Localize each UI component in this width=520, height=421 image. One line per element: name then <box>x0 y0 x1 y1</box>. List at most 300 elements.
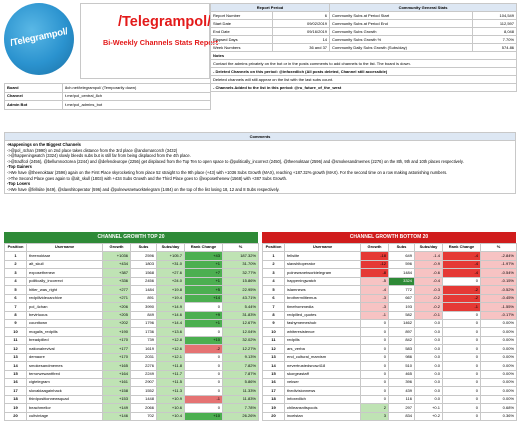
table-row[interactable] <box>5 311 259 319</box>
rank-change-cell: 0 <box>185 379 223 387</box>
growth-cell: -4 <box>361 286 389 294</box>
percent-cell: 0.68% <box>481 404 517 412</box>
column-header[interactable]: Username <box>27 244 103 252</box>
percent-cell: 0.00% <box>481 328 517 336</box>
table-row[interactable] <box>263 277 517 285</box>
position-cell: 8 <box>5 311 27 319</box>
growth-cell: +277 <box>103 286 131 294</box>
subs-cell: 193 <box>389 303 415 311</box>
subs-cell: 297 <box>389 404 415 412</box>
table-row[interactable] <box>263 412 517 420</box>
position-cell: 4 <box>5 277 27 285</box>
period-row <box>211 20 517 28</box>
table-row[interactable] <box>5 412 259 420</box>
meta-row <box>5 84 211 93</box>
subs-cell: 897 <box>389 328 415 336</box>
table-row[interactable] <box>5 269 259 277</box>
column-header[interactable]: Subs <box>389 244 415 252</box>
growth-cell: 0 <box>361 395 389 403</box>
period-label: Start Date <box>211 20 273 28</box>
username-cell: breadpilled <box>27 336 103 344</box>
percent-cell: 0.00% <box>481 387 517 395</box>
subs-cell: 842 <box>389 336 415 344</box>
username-cell: nevertrustedsnow418 <box>285 362 361 370</box>
percent-cell: -0.15% <box>481 277 517 285</box>
username-cell: pol_4chan <box>27 303 103 311</box>
subs-cell: 1448 <box>131 395 157 403</box>
position-cell: 9 <box>263 319 285 327</box>
position-cell: 1 <box>5 252 27 260</box>
percent-cell: 0.36% <box>481 412 517 420</box>
table-row[interactable] <box>5 395 259 403</box>
rank-change-cell: +14 <box>185 294 223 302</box>
notes-line: - Deleted Channels on this period: @infoxedlich (All posts deleted, Channel still accessible) <box>211 68 517 76</box>
position-cell: 6 <box>5 294 27 302</box>
growth-cell: +164 <box>103 370 131 378</box>
top20-title: CHANNEL GROWTH TOP 20 <box>4 232 258 243</box>
position-cell: 10 <box>263 328 285 336</box>
subs-cell: 2276 <box>131 362 157 370</box>
position-cell: 19 <box>5 404 27 412</box>
subs-cell: 2907 <box>131 379 157 387</box>
subs-per-day-cell: -0.3 <box>415 286 443 294</box>
username-cell: theenoktaar <box>27 252 103 260</box>
percent-cell: 9.13% <box>223 353 259 361</box>
subs-per-day-cell: -1.4 <box>415 252 443 260</box>
growth-cell: +336 <box>103 277 131 285</box>
table-row[interactable] <box>5 303 259 311</box>
subs-per-day-cell: -0.9 <box>415 260 443 268</box>
subs-per-day-cell: -0.4 <box>415 277 443 285</box>
rank-change-cell: 0 <box>185 404 223 412</box>
subs-cell: 834 <box>389 412 415 420</box>
position-cell: 1 <box>263 252 285 260</box>
table-row[interactable] <box>263 286 517 294</box>
comment-line: -Top Gainers <box>7 164 32 170</box>
rank-change-cell: -4 <box>443 260 481 268</box>
column-header[interactable]: Subs <box>131 244 157 252</box>
column-header[interactable]: Position <box>5 244 27 252</box>
column-header[interactable]: Growth <box>103 244 131 252</box>
percent-cell: 31.83% <box>223 311 259 319</box>
username-cell: polnewsnetworktelegram <box>285 269 361 277</box>
username-cell: happeningwatch <box>285 277 361 285</box>
comments-panel <box>4 132 516 194</box>
position-cell: 3 <box>263 269 285 277</box>
comments-body <box>5 141 515 193</box>
username-cell: fellsiite <box>285 252 361 260</box>
percent-cell: 12.67% <box>223 319 259 327</box>
subs-cell: 596 <box>389 260 415 268</box>
username-cell: incelstan <box>285 412 361 420</box>
username-cell: thedivisionnews <box>285 387 361 395</box>
top20-panel <box>4 232 258 421</box>
column-header[interactable]: Username <box>285 244 361 252</box>
table-row[interactable] <box>5 252 259 260</box>
position-cell: 11 <box>263 336 285 344</box>
column-header[interactable]: Rank Change <box>443 244 481 252</box>
rank-change-cell: +10 <box>185 412 223 420</box>
username-cell: redpilled_quotes <box>285 311 361 319</box>
table-row[interactable] <box>263 404 517 412</box>
period-value: 09/02/2019 <box>273 20 330 28</box>
meta-label: Admin Bot <box>5 101 63 110</box>
username-cell: skorgeastaff <box>285 370 361 378</box>
stat-label: Community Subs Growth <box>330 28 473 36</box>
subs-cell: 116 <box>389 395 415 403</box>
subs-per-day-cell: 0.0 <box>415 362 443 370</box>
percent-cell: 5.44% <box>223 303 259 311</box>
growth-cell: 0 <box>361 353 389 361</box>
username-cell: terrorwewantfired <box>27 370 103 378</box>
rank-change-cell: 0 <box>443 328 481 336</box>
comment-line: ->The Second Place goes again to @alt_skull (1803) with +434 Subs Growth and the Third Place goes to @exposethenew (1568) with +387 Subs Growth. <box>7 175 288 181</box>
board-link[interactable]: 8ch.net/telegrampol/ (Temporarily down) <box>63 84 211 93</box>
username-cell: slavshitoperator <box>285 260 361 268</box>
growth-cell: 0 <box>361 362 389 370</box>
percent-cell: 32.02% <box>223 336 259 344</box>
rank-change-cell: 0 <box>443 277 481 285</box>
period-label: Elapsed Days <box>211 36 273 44</box>
table-row[interactable] <box>5 362 259 370</box>
subs-per-day-cell: +12.8 <box>157 336 185 344</box>
table-row[interactable] <box>263 353 517 361</box>
position-cell: 16 <box>5 379 27 387</box>
table-row[interactable] <box>5 404 259 412</box>
table-row[interactable] <box>263 336 517 344</box>
admin-bot-link[interactable]: t.me/pol_admins_bot <box>63 101 211 110</box>
username-cell: fashymemeshub <box>285 319 361 327</box>
growth-cell: -1 <box>361 311 389 319</box>
table-row[interactable] <box>263 319 517 327</box>
subs-per-day-cell: +11.7 <box>157 370 185 378</box>
report-subtitle: Bi-Weekly Channels Stats Report <box>103 38 219 47</box>
subs-per-day-cell: 0.0 <box>415 345 443 353</box>
position-cell: 13 <box>263 353 285 361</box>
growth-cell: +202 <box>103 319 131 327</box>
rank-change-cell: 0 <box>443 336 481 344</box>
rank-change-cell: +10 <box>185 336 223 344</box>
growth-cell: -8 <box>361 269 389 277</box>
growth-cell: +206 <box>103 303 131 311</box>
meta-label: Channel <box>5 92 63 101</box>
rank-change-cell: -2 <box>185 345 223 353</box>
subs-cell: 1462 <box>389 319 415 327</box>
comment-line: -Happenings on the Biggest Channels <box>7 142 81 147</box>
table-row[interactable] <box>263 395 517 403</box>
table-row[interactable] <box>5 379 259 387</box>
rank-change-cell: +9 <box>185 311 223 319</box>
meta-row <box>5 92 211 101</box>
table-row[interactable] <box>5 345 259 353</box>
percent-cell: 15.86% <box>223 277 259 285</box>
growth-cell: 0 <box>361 379 389 387</box>
comment-line: ->@pol_4chan (3990) on 2nd place takes distance from the 3rd place @andomarcorch (3432) <box>7 147 178 153</box>
growth-cell: +158 <box>103 387 131 395</box>
subs-cell: 849 <box>131 311 157 319</box>
stat-value: 8,048 <box>473 28 517 36</box>
position-cell: 19 <box>263 404 285 412</box>
column-header[interactable]: Position <box>263 244 285 252</box>
subs-per-day-cell: +24.0 <box>157 277 185 285</box>
subs-cell: 1552 <box>131 387 157 395</box>
report-period-table <box>210 3 517 92</box>
column-header[interactable]: Subs/day <box>415 244 443 252</box>
subs-per-day-cell: 0.0 <box>415 336 443 344</box>
comment-line: ->We have @fellsiite (649), @slavshitoperator (596) and @polnewsnetworktelegram (1484) on the top of the list losing 18, 12 and 8 Subs respectively. <box>7 186 280 192</box>
column-header[interactable]: Subs/day <box>157 244 185 252</box>
position-cell: 15 <box>263 370 285 378</box>
table-row[interactable] <box>263 328 517 336</box>
username-cell: nationalrevival <box>27 345 103 353</box>
subs-per-day-cell: +14.4 <box>157 319 185 327</box>
period-row <box>211 28 517 36</box>
subs-cell: 1484 <box>131 286 157 294</box>
column-header[interactable]: Growth <box>361 244 389 252</box>
subs-cell: 396 <box>389 379 415 387</box>
stat-value: 574.86 <box>473 44 517 52</box>
table-row[interactable] <box>263 387 517 395</box>
rank-change-cell: -1 <box>185 395 223 403</box>
subs-cell: 3990 <box>131 303 157 311</box>
growth-cell: -3 <box>361 294 389 302</box>
username-cell: timefrommedia <box>285 303 361 311</box>
subs-cell: 891 <box>131 294 157 302</box>
subs-cell: 439 <box>389 387 415 395</box>
percent-cell: 32.77% <box>223 269 259 277</box>
stat-value: 112,597 <box>473 20 517 28</box>
growth-cell: 0 <box>361 387 389 395</box>
subs-per-day-cell: +11.3 <box>157 387 185 395</box>
username-cell: thirdpositionnewsquad <box>27 395 103 403</box>
position-cell: 12 <box>5 345 27 353</box>
growth-cell: 3 <box>361 412 389 420</box>
table-row[interactable] <box>5 328 259 336</box>
table-row[interactable] <box>5 353 259 361</box>
position-cell: 20 <box>5 412 27 420</box>
stat-label: Community Subs at Period End <box>330 20 473 28</box>
subs-cell: 2249 <box>131 370 157 378</box>
subs-cell: 1796 <box>131 319 157 327</box>
percent-cell: 0.00% <box>481 395 517 403</box>
percent-cell: 0.00% <box>481 379 517 387</box>
channel-link[interactable]: t.me/pol_central_8ch <box>63 92 211 101</box>
column-header[interactable]: % <box>481 244 517 252</box>
comments-header: Comments <box>5 133 515 141</box>
growth-cell: 0 <box>361 328 389 336</box>
notes-line: - Channels Added to the list in this period: @ru_future_of_the_west <box>211 84 517 92</box>
position-cell: 11 <box>5 336 27 344</box>
table-row[interactable] <box>5 260 259 268</box>
growth-cell: +271 <box>103 294 131 302</box>
subs-per-day-cell: +11.8 <box>157 362 185 370</box>
subs-cell: 465 <box>389 370 415 378</box>
table-row[interactable] <box>263 370 517 378</box>
position-cell: 14 <box>263 362 285 370</box>
percent-cell: 43.71% <box>223 294 259 302</box>
rank-change-cell: 0 <box>443 379 481 387</box>
subs-cell: 1736 <box>131 328 157 336</box>
rank-change-cell: 0 <box>443 404 481 412</box>
subs-per-day-cell: +27.6 <box>157 269 185 277</box>
community-stats-header: Community General Stats <box>330 4 517 12</box>
percent-cell: -0.45% <box>481 294 517 302</box>
percent-cell: 12.04% <box>223 328 259 336</box>
column-header[interactable]: Rank Change <box>185 244 223 252</box>
username-cell: chileansnitspools <box>285 404 361 412</box>
username-cell: counttown <box>27 319 103 327</box>
period-value: 6 <box>273 12 330 20</box>
subs-per-day-cell: +12.6 <box>157 345 185 353</box>
column-header[interactable]: % <box>223 244 259 252</box>
table-row[interactable] <box>263 252 517 260</box>
table-row[interactable] <box>5 370 259 378</box>
percent-cell: 11.33% <box>223 387 259 395</box>
notes-line: Contact the admins privately on the bot or in the posts comments to add channels to the list. The board is down. <box>211 60 517 68</box>
subs-per-day-cell: 0.0 <box>415 395 443 403</box>
subs-per-day-cell: +14.9 <box>157 303 185 311</box>
username-cell: bevirtuous <box>27 311 103 319</box>
username-cell: redpills <box>285 336 361 344</box>
growth-cell: 2 <box>361 404 389 412</box>
table-row[interactable] <box>5 294 259 302</box>
subs-per-day-cell: +19.4 <box>157 294 185 302</box>
table-row[interactable] <box>263 269 517 277</box>
subs-cell: 1568 <box>131 269 157 277</box>
percent-cell: 0.00% <box>481 319 517 327</box>
table-row[interactable] <box>5 286 259 294</box>
growth-cell: -3 <box>361 303 389 311</box>
growth-cell: +149 <box>103 404 131 412</box>
percent-cell: 0.00% <box>481 345 517 353</box>
position-cell: 9 <box>5 319 27 327</box>
growth-cell: +387 <box>103 269 131 277</box>
position-cell: 5 <box>5 286 27 294</box>
growth-cell: -5 <box>361 277 389 285</box>
rank-change-cell: -2 <box>443 286 481 294</box>
table-row[interactable] <box>5 319 259 327</box>
table-row[interactable] <box>5 336 259 344</box>
subs-cell: 2031 <box>131 353 157 361</box>
top20-table <box>4 243 259 421</box>
growth-cell: +153 <box>103 395 131 403</box>
stat-value: 104,549 <box>473 12 517 20</box>
stat-label: Community Subs at Period Start <box>330 12 473 20</box>
subs-per-day-cell: +0.2 <box>415 412 443 420</box>
rank-change-cell: 0 <box>185 328 223 336</box>
rank-change-cell: 0 <box>185 353 223 361</box>
percent-cell: 7.87% <box>223 370 259 378</box>
subs-cell: 986 <box>389 353 415 361</box>
position-cell: 4 <box>263 277 285 285</box>
rank-change-cell: +43 <box>185 252 223 260</box>
subs-cell: 1619 <box>131 345 157 353</box>
position-cell: 7 <box>263 303 285 311</box>
rank-change-cell: 0 <box>443 395 481 403</box>
period-label: End Date <box>211 28 273 36</box>
username-cell: ars_verba <box>285 345 361 353</box>
username-cell: cigtelegram <box>27 379 103 387</box>
percent-cell: 22.95% <box>223 286 259 294</box>
percent-cell: -0.52% <box>481 286 517 294</box>
subs-cell: 702 <box>131 412 157 420</box>
position-cell: 3 <box>5 269 27 277</box>
comment-line: -Top Losers <box>7 181 31 187</box>
rank-change-cell: +1 <box>185 260 223 268</box>
table-row[interactable] <box>263 260 517 268</box>
subs-per-day-cell: +10.9 <box>157 395 185 403</box>
rank-change-cell: -4 <box>443 269 481 277</box>
position-cell: 5 <box>263 286 285 294</box>
table-row[interactable] <box>263 311 517 319</box>
comment-line: ->We have @theenoktaar (2596) again on the First Place skyrocketing from place 52 straight to the 9th place (+43) with +1036 Subs Growth (MAX), reaching +187.32% growth (MAX). For the second time on a row making astonishing numbers. <box>7 169 448 175</box>
rank-change-cell: 0 <box>443 370 481 378</box>
rank-change-cell: -4 <box>443 252 481 260</box>
subs-cell: 2456 <box>131 277 157 285</box>
growth-cell: +146 <box>103 412 131 420</box>
position-cell: 12 <box>263 345 285 353</box>
username-cell: beachmelior <box>27 404 103 412</box>
table-row[interactable] <box>263 362 517 370</box>
growth-cell: +205 <box>103 311 131 319</box>
username-cell: cultvintage <box>27 412 103 420</box>
rank-change-cell: 0 <box>443 387 481 395</box>
position-cell: 7 <box>5 303 27 311</box>
rank-change-cell: -1 <box>443 303 481 311</box>
growth-cell: +161 <box>103 379 131 387</box>
subs-per-day-cell: +19.8 <box>157 286 185 294</box>
comment-line: ->@happeningwatch (3324) slowly bleeds subs but is still far from being displaced from the 4th place. <box>7 153 191 159</box>
percent-cell: 0.00% <box>481 353 517 361</box>
subs-per-day-cell: +10.4 <box>157 412 185 420</box>
column-header-row <box>263 244 517 252</box>
subs-cell: 2596 <box>131 252 157 260</box>
growth-cell: -12 <box>361 260 389 268</box>
period-row <box>211 36 517 44</box>
position-cell: 10 <box>5 328 27 336</box>
subs-per-day-cell: +14.6 <box>157 311 185 319</box>
meta-row <box>5 101 211 110</box>
table-row[interactable] <box>263 303 517 311</box>
subs-per-day-cell: -0.2 <box>415 303 443 311</box>
percent-cell: 0.00% <box>481 336 517 344</box>
table-row[interactable] <box>5 277 259 285</box>
percent-cell: -0.54% <box>481 269 517 277</box>
table-row[interactable] <box>5 387 259 395</box>
bottom20-table <box>262 243 517 421</box>
subs-per-day-cell: +13.6 <box>157 328 185 336</box>
logo-text: /Telegrampol/ <box>9 26 69 49</box>
meta-label: Board <box>5 84 63 93</box>
username-cell: whiteresistence <box>285 328 361 336</box>
subs-per-day-cell: 0.0 <box>415 370 443 378</box>
notes-label: Notes <box>211 52 517 60</box>
growth-cell: +177 <box>103 345 131 353</box>
growth-cell: 0 <box>361 319 389 327</box>
position-cell: 15 <box>5 370 27 378</box>
rank-change-cell: 0 <box>185 303 223 311</box>
rank-change-cell: 0 <box>185 362 223 370</box>
username-cell: end_cultural_marxism <box>285 353 361 361</box>
table-row[interactable] <box>263 345 517 353</box>
rank-change-cell: +7 <box>185 269 223 277</box>
growth-cell: 0 <box>361 336 389 344</box>
table-row[interactable] <box>263 379 517 387</box>
table-row[interactable] <box>263 294 517 302</box>
username-cell: smokesandmemes <box>27 362 103 370</box>
channel-meta-table <box>4 83 211 110</box>
subs-cell: 1484 <box>389 269 415 277</box>
